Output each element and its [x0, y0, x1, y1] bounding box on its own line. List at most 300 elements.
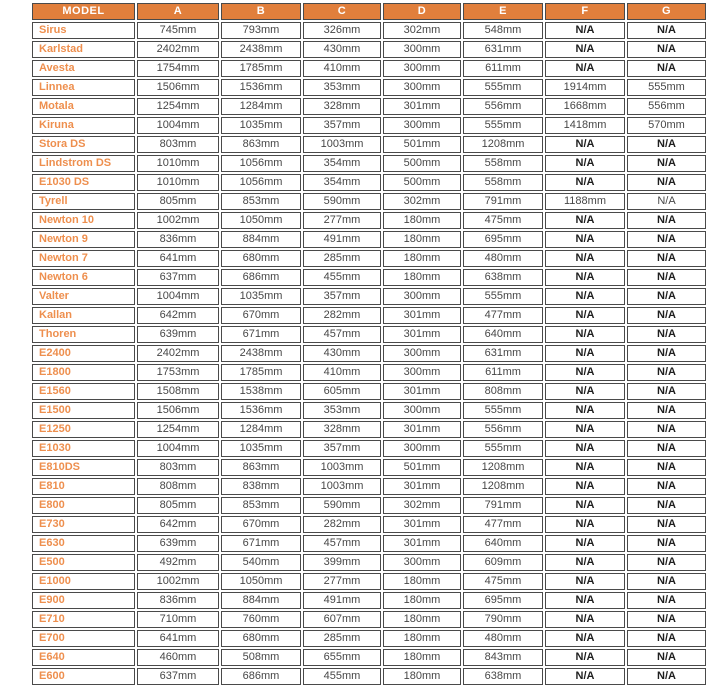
dimension-value: 285mm [303, 630, 381, 647]
dimension-value: N/A [627, 22, 706, 39]
dimension-value: 590mm [303, 193, 381, 210]
model-name: E710 [32, 611, 135, 628]
dimension-value: 477mm [463, 516, 543, 533]
dimension-value: N/A [545, 364, 625, 381]
dimension-value: N/A [627, 630, 706, 647]
dimension-value: 1506mm [137, 79, 219, 96]
dimension-value: 631mm [463, 41, 543, 58]
dimension-value: N/A [545, 459, 625, 476]
dimension-value: 301mm [383, 307, 461, 324]
dimension-value: 671mm [221, 535, 301, 552]
dimension-value: N/A [545, 326, 625, 343]
dimension-value: N/A [545, 288, 625, 305]
dimension-value: 1035mm [221, 117, 301, 134]
dimension-value: N/A [545, 649, 625, 666]
dimension-value: 282mm [303, 516, 381, 533]
dimension-value: N/A [627, 668, 706, 685]
dimension-value: 354mm [303, 155, 381, 172]
model-name: Newton 10 [32, 212, 135, 229]
dimension-value: N/A [545, 250, 625, 267]
table-row [32, 212, 706, 229]
dimension-value: N/A [627, 516, 706, 533]
dimension-value: 1208mm [463, 459, 543, 476]
model-name: E730 [32, 516, 135, 533]
dimension-value: 399mm [303, 554, 381, 571]
model-name: Avesta [32, 60, 135, 77]
dimension-value: 500mm [383, 155, 461, 172]
dimensions-table [30, 1, 708, 687]
table-row [32, 535, 706, 552]
model-name: E2400 [32, 345, 135, 362]
dimension-value: 300mm [383, 288, 461, 305]
dimension-value: 301mm [383, 421, 461, 438]
dimension-value: 1003mm [303, 136, 381, 153]
dimension-value: N/A [545, 136, 625, 153]
dimension-value: 680mm [221, 250, 301, 267]
model-name: Kiruna [32, 117, 135, 134]
dimension-value: 1284mm [221, 421, 301, 438]
dimension-value: N/A [627, 193, 706, 210]
dimension-value: 354mm [303, 174, 381, 191]
dimension-value: 1536mm [221, 79, 301, 96]
dimension-value: 480mm [463, 250, 543, 267]
model-name: E1560 [32, 383, 135, 400]
table-row [32, 136, 706, 153]
dimension-value: 491mm [303, 231, 381, 248]
model-name: Newton 7 [32, 250, 135, 267]
dimension-value: 300mm [383, 554, 461, 571]
dimension-value: 863mm [221, 136, 301, 153]
dimension-value: 640mm [463, 535, 543, 552]
dimension-value: N/A [545, 440, 625, 457]
table-row [32, 41, 706, 58]
dimension-value: N/A [545, 174, 625, 191]
dimension-value: 611mm [463, 364, 543, 381]
dimension-value: 1536mm [221, 402, 301, 419]
column-header-f: F [545, 3, 625, 20]
dimension-value: 1056mm [221, 155, 301, 172]
column-header-c: C [303, 3, 381, 20]
dimension-value: 180mm [383, 573, 461, 590]
dimension-value: 686mm [221, 668, 301, 685]
dimension-value: 803mm [137, 459, 219, 476]
table-row [32, 421, 706, 438]
dimension-value: N/A [545, 478, 625, 495]
dimension-value: 302mm [383, 497, 461, 514]
dimension-value: N/A [545, 231, 625, 248]
dimension-value: 1538mm [221, 383, 301, 400]
dimension-value: N/A [545, 41, 625, 58]
dimension-value: 1003mm [303, 478, 381, 495]
table-row [32, 402, 706, 419]
model-name: E1030 [32, 440, 135, 457]
dimension-value: 491mm [303, 592, 381, 609]
dimension-value: 670mm [221, 516, 301, 533]
model-name: E1800 [32, 364, 135, 381]
dimension-value: 1003mm [303, 459, 381, 476]
dimension-value: N/A [627, 554, 706, 571]
dimension-value: 695mm [463, 231, 543, 248]
dimension-value: 670mm [221, 307, 301, 324]
dimension-value: N/A [627, 383, 706, 400]
table-row [32, 440, 706, 457]
column-header-model: MODEL [32, 3, 135, 20]
dimension-value: 475mm [463, 212, 543, 229]
dimension-value: N/A [545, 345, 625, 362]
dimension-value: N/A [627, 649, 706, 666]
dimension-value: 1914mm [545, 79, 625, 96]
dimension-value: 680mm [221, 630, 301, 647]
dimension-value: 300mm [383, 117, 461, 134]
dimension-value: N/A [545, 630, 625, 647]
dimension-value: 180mm [383, 269, 461, 286]
dimension-value: 639mm [137, 326, 219, 343]
dimension-value: 555mm [463, 79, 543, 96]
dimension-value: N/A [627, 307, 706, 324]
column-header-g: G [627, 3, 706, 20]
dimension-value: 1050mm [221, 212, 301, 229]
model-name: Thoren [32, 326, 135, 343]
dimension-value: 790mm [463, 611, 543, 628]
dimension-value: 457mm [303, 326, 381, 343]
table-row [32, 193, 706, 210]
dimension-value: N/A [627, 478, 706, 495]
dimension-value: 282mm [303, 307, 381, 324]
dimension-value: 460mm [137, 649, 219, 666]
dimension-value: N/A [627, 326, 706, 343]
dimension-value: 641mm [137, 250, 219, 267]
table-row [32, 573, 706, 590]
table-row [32, 516, 706, 533]
dimension-value: 808mm [463, 383, 543, 400]
dimension-value: 500mm [383, 174, 461, 191]
model-name: E900 [32, 592, 135, 609]
header-row [32, 3, 706, 20]
dimension-value: N/A [627, 231, 706, 248]
dimension-value: 353mm [303, 402, 381, 419]
dimension-value: 301mm [383, 516, 461, 533]
dimension-value: 793mm [221, 22, 301, 39]
dimension-value: 1254mm [137, 421, 219, 438]
dimension-value: 2402mm [137, 41, 219, 58]
column-header-b: B [221, 3, 301, 20]
model-name: E640 [32, 649, 135, 666]
dimension-value: 540mm [221, 554, 301, 571]
dimension-value: 639mm [137, 535, 219, 552]
dimension-value: 710mm [137, 611, 219, 628]
dimension-value: 745mm [137, 22, 219, 39]
dimension-value: 853mm [221, 497, 301, 514]
dimension-value: 1753mm [137, 364, 219, 381]
table-row [32, 364, 706, 381]
dimension-value: 1004mm [137, 117, 219, 134]
dimension-value: 1508mm [137, 383, 219, 400]
table-row [32, 630, 706, 647]
dimension-value: 1056mm [221, 174, 301, 191]
dimension-value: N/A [627, 60, 706, 77]
model-name: Newton 9 [32, 231, 135, 248]
dimension-value: 642mm [137, 307, 219, 324]
dimension-value: 501mm [383, 136, 461, 153]
dimension-value: 1254mm [137, 98, 219, 115]
table-row [32, 592, 706, 609]
dimension-value: N/A [545, 212, 625, 229]
dimension-value: 1668mm [545, 98, 625, 115]
dimension-value: 548mm [463, 22, 543, 39]
dimension-value: N/A [627, 174, 706, 191]
dimension-value: 180mm [383, 611, 461, 628]
dimension-value: 1035mm [221, 288, 301, 305]
dimension-value: N/A [627, 288, 706, 305]
dimension-value: N/A [545, 516, 625, 533]
dimension-value: 1284mm [221, 98, 301, 115]
dimension-value: N/A [627, 497, 706, 514]
dimension-value: 556mm [627, 98, 706, 115]
model-name: E700 [32, 630, 135, 647]
dimension-value: 556mm [463, 421, 543, 438]
dimension-value: N/A [545, 611, 625, 628]
dimension-value: 555mm [463, 288, 543, 305]
dimension-value: 328mm [303, 98, 381, 115]
model-name: Valter [32, 288, 135, 305]
dimension-value: 1785mm [221, 60, 301, 77]
dimension-value: N/A [627, 155, 706, 172]
dimension-value: 475mm [463, 573, 543, 590]
table-row [32, 345, 706, 362]
dimension-value: 808mm [137, 478, 219, 495]
dimension-value: 884mm [221, 592, 301, 609]
table-row [32, 497, 706, 514]
dimension-value: 2438mm [221, 345, 301, 362]
model-name: Tyrell [32, 193, 135, 210]
model-name: E1030 DS [32, 174, 135, 191]
table-row [32, 174, 706, 191]
dimension-value: 326mm [303, 22, 381, 39]
dimension-value: N/A [545, 402, 625, 419]
table-row-clipped [32, 668, 706, 685]
dimension-value: 301mm [383, 326, 461, 343]
dimension-value: 1506mm [137, 402, 219, 419]
dimension-value: 607mm [303, 611, 381, 628]
dimension-value: 760mm [221, 611, 301, 628]
dimension-value: N/A [545, 269, 625, 286]
dimension-value: 1418mm [545, 117, 625, 134]
dimension-value: 508mm [221, 649, 301, 666]
table-row [32, 611, 706, 628]
dimension-value: N/A [627, 611, 706, 628]
dimension-value: 1754mm [137, 60, 219, 77]
dimension-value: N/A [545, 668, 625, 685]
dimension-value: 1010mm [137, 155, 219, 172]
dimension-value: 641mm [137, 630, 219, 647]
dimension-value: 285mm [303, 250, 381, 267]
dimension-value: 1010mm [137, 174, 219, 191]
dimension-value: N/A [545, 307, 625, 324]
table-row [32, 79, 706, 96]
dimension-value: 805mm [137, 497, 219, 514]
dimension-value: 638mm [463, 668, 543, 685]
model-name: E1000 [32, 573, 135, 590]
table-row [32, 98, 706, 115]
model-name: E810DS [32, 459, 135, 476]
dimension-value: N/A [627, 592, 706, 609]
dimension-value: 300mm [383, 440, 461, 457]
dimension-value: 357mm [303, 117, 381, 134]
dimension-value: 1188mm [545, 193, 625, 210]
dimension-value: 686mm [221, 269, 301, 286]
dimension-value: N/A [545, 421, 625, 438]
dimension-value: 609mm [463, 554, 543, 571]
dimension-value: N/A [627, 364, 706, 381]
table-row [32, 250, 706, 267]
dimension-value: 357mm [303, 440, 381, 457]
dimension-value: 853mm [221, 193, 301, 210]
dimension-value: 836mm [137, 592, 219, 609]
dimension-value: 558mm [463, 174, 543, 191]
dimension-value: 631mm [463, 345, 543, 362]
table-header [32, 3, 706, 20]
dimension-value: 302mm [383, 193, 461, 210]
dimension-value: 838mm [221, 478, 301, 495]
dimension-value: N/A [545, 383, 625, 400]
dimension-value: 477mm [463, 307, 543, 324]
table-row [32, 231, 706, 248]
table-row [32, 307, 706, 324]
dimension-value: N/A [627, 421, 706, 438]
dimension-value: 637mm [137, 668, 219, 685]
dimension-value: 637mm [137, 269, 219, 286]
dimension-value: 1050mm [221, 573, 301, 590]
dimension-value: 180mm [383, 212, 461, 229]
table-row [32, 288, 706, 305]
dimension-value: 301mm [383, 535, 461, 552]
model-name: E810 [32, 478, 135, 495]
dimension-value: 640mm [463, 326, 543, 343]
dimension-value: 836mm [137, 231, 219, 248]
dimension-value: 605mm [303, 383, 381, 400]
dimension-value: N/A [545, 592, 625, 609]
column-header-d: D [383, 3, 461, 20]
dimension-value: 455mm [303, 668, 381, 685]
table-row [32, 459, 706, 476]
dimension-value: 300mm [383, 41, 461, 58]
dimension-value: N/A [627, 345, 706, 362]
dimension-value: 180mm [383, 231, 461, 248]
dimension-value: N/A [545, 497, 625, 514]
dimension-value: 300mm [383, 60, 461, 77]
dimension-value: 1208mm [463, 478, 543, 495]
dimension-value: 430mm [303, 345, 381, 362]
dimension-value: N/A [627, 212, 706, 229]
dimension-value: 1035mm [221, 440, 301, 457]
dimension-value: 655mm [303, 649, 381, 666]
dimension-value: 301mm [383, 478, 461, 495]
table-row [32, 22, 706, 39]
dimension-value: 671mm [221, 326, 301, 343]
model-name: E630 [32, 535, 135, 552]
table-body [32, 22, 706, 685]
dimension-value: N/A [627, 440, 706, 457]
dimension-value: N/A [545, 573, 625, 590]
dimension-value: 180mm [383, 649, 461, 666]
column-header-a: A [137, 3, 219, 20]
table-row [32, 60, 706, 77]
dimension-value: N/A [627, 136, 706, 153]
dimension-value: 300mm [383, 402, 461, 419]
dimension-value: 302mm [383, 22, 461, 39]
dimension-value: 611mm [463, 60, 543, 77]
dimension-value: N/A [627, 535, 706, 552]
dimension-value: 555mm [463, 117, 543, 134]
dimension-value: N/A [627, 459, 706, 476]
dimension-value: N/A [627, 250, 706, 267]
model-name: E500 [32, 554, 135, 571]
dimension-value: 555mm [627, 79, 706, 96]
dimension-value: 180mm [383, 592, 461, 609]
dimension-value: N/A [627, 402, 706, 419]
table-row [32, 117, 706, 134]
model-name: Kallan [32, 307, 135, 324]
dimension-value: 353mm [303, 79, 381, 96]
dimension-value: 180mm [383, 250, 461, 267]
dimension-value: 791mm [463, 497, 543, 514]
dimension-value: 805mm [137, 193, 219, 210]
dimension-value: N/A [545, 535, 625, 552]
dimension-value: 180mm [383, 630, 461, 647]
dimension-value: N/A [545, 22, 625, 39]
column-header-e: E [463, 3, 543, 20]
model-name: Linnea [32, 79, 135, 96]
table-row [32, 155, 706, 172]
dimension-value: 300mm [383, 364, 461, 381]
dimension-value: 1002mm [137, 212, 219, 229]
dimension-value: 843mm [463, 649, 543, 666]
dimension-value: 884mm [221, 231, 301, 248]
dimension-value: 1785mm [221, 364, 301, 381]
table-row [32, 649, 706, 666]
dimension-value: 301mm [383, 98, 461, 115]
model-name: Lindstrom DS [32, 155, 135, 172]
dimension-value: 1208mm [463, 136, 543, 153]
dimension-value: 277mm [303, 573, 381, 590]
table-row [32, 383, 706, 400]
dimension-value: 638mm [463, 269, 543, 286]
table-row [32, 269, 706, 286]
dimension-value: 555mm [463, 402, 543, 419]
dimension-value: 410mm [303, 364, 381, 381]
dimension-value: 558mm [463, 155, 543, 172]
model-name: Newton 6 [32, 269, 135, 286]
dimension-value: 2438mm [221, 41, 301, 58]
dimension-value: 301mm [383, 383, 461, 400]
dimension-value: 803mm [137, 136, 219, 153]
dimension-value: 570mm [627, 117, 706, 134]
model-name: E800 [32, 497, 135, 514]
dimension-value: 556mm [463, 98, 543, 115]
dimension-value: 863mm [221, 459, 301, 476]
dimension-value: 430mm [303, 41, 381, 58]
model-name: E1500 [32, 402, 135, 419]
dimension-value: 590mm [303, 497, 381, 514]
dimension-value: 277mm [303, 212, 381, 229]
dimension-value: 695mm [463, 592, 543, 609]
dimension-value: 180mm [383, 668, 461, 685]
dimension-value: N/A [545, 554, 625, 571]
table-row [32, 478, 706, 495]
dimension-value: 555mm [463, 440, 543, 457]
dimension-value: N/A [545, 60, 625, 77]
dimension-value: 300mm [383, 79, 461, 96]
